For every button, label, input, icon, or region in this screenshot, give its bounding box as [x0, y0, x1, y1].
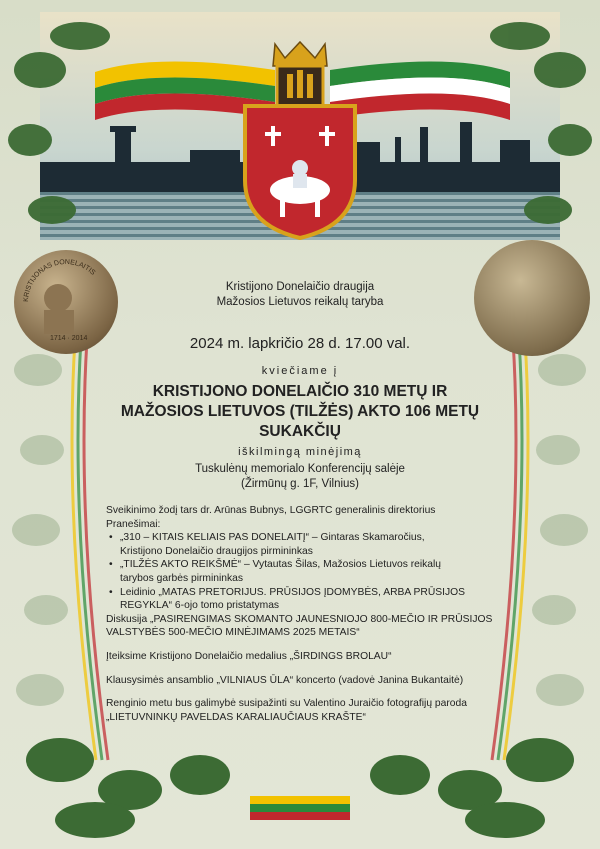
concert: Klausysimės ansamblio „VILNIAUS ŪLA“ koncerto (vadovė Janina Bukantaitė) — [106, 674, 464, 686]
organizer-1: Kristijono Donelaičio draugija — [225, 281, 375, 293]
exhibit-line-1: Renginio metu bus galimybė susipažinti su Valentino Juraičio fotografijų paroda — [106, 698, 467, 710]
date-time: 2024 m. lapkričio 28 d. 17.00 val. — [189, 335, 411, 352]
list-item — [106, 558, 506, 585]
venue-line-1: Tuskulėnų memorialo Konferencijų salėje — [195, 463, 405, 475]
title-line-2: MAŽOSIOS LIETUVOS (TILŽĖS) AKTO 106 METŲ — [120, 403, 480, 420]
organizers — [60, 280, 540, 310]
venue — [60, 462, 540, 492]
exhibit-line-2: „LIETUVNINKŲ PAVELDAS KARALIAUČIAUS KRAŠTE“ — [106, 711, 366, 723]
discussion-line-2: VALSTYBĖS 500-MEČIO MINĖJIMAMS 2025 METAIS“ — [106, 627, 360, 639]
bullet-1-line-2: Kristijono Donelaičio draugijos pirmininkas — [120, 545, 313, 557]
svg-text:1714 · 2014: 1714 · 2014 — [50, 335, 88, 342]
greeting: Sveikinimo žodį tars dr. Arūnas Bubnys, LGGRTC generalinis direktorius — [106, 505, 436, 516]
bullet-3-line-2: REGYKLA“ 6-ojo tomo pristatymas — [120, 600, 280, 612]
reports-label: Pranešimai: — [106, 518, 161, 530]
svg-text:KRISTIJONAS DONELAITIS: KRISTIJONAS DONELAITIS — [22, 258, 97, 303]
bullet-2-line-2: tarybos garbės pirmininkas — [120, 572, 244, 584]
discussion-line-1: Diskusija „PASIRENGIMAS SKOMANTO JAUNESNIOJO 800-MEČIO IR PRŪSIJOS — [106, 613, 493, 625]
bullet-3-line-1: • Leidinio „MATAS PRETORIJUS. PRŪSIJOS ĮDOMYBĖS, ARBA PRŪSIJOS — [120, 586, 466, 598]
medal-award: Įteiksime Kristijono Donelaičio medalius „ŠIRDINGS BROLAU“ — [106, 650, 392, 662]
event-title — [60, 382, 540, 442]
title-line-1: KRISTIJONO DONELAIČIO 310 METŲ IR — [152, 383, 448, 400]
list-item — [106, 586, 506, 613]
list-item — [106, 531, 506, 558]
organizer-2: Mažosios Lietuvos reikalų taryba — [216, 296, 384, 308]
bullet-1-line-1: • „310 – KITAIS KELIAIS PAS DONELAITĮ“ – Gintaras Skamaročius, — [120, 532, 425, 544]
bullet-2-line-1: • „TILŽĖS AKTO REIKŠMĖ“ – Vytautas Šilas, Mažosios Lietuvos reikalų — [120, 559, 442, 571]
invite-text: kviečiame į — [261, 365, 339, 377]
title-line-3: SUKAKČIŲ — [259, 423, 341, 440]
program — [106, 504, 506, 724]
subtitle: iškilmingą minėjimą — [238, 446, 362, 458]
venue-line-2: (Žirmūnų g. 1F, Vilnius) — [240, 478, 360, 490]
